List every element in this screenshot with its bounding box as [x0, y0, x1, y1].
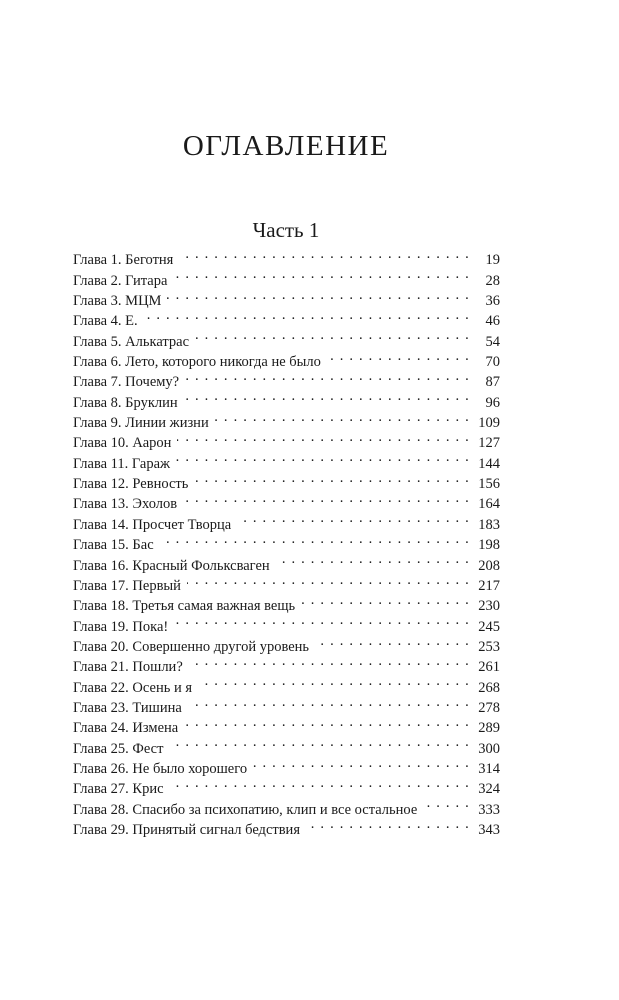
chapter-title: Глава 29. Принятый сигнал бедствия — [73, 821, 300, 838]
chapter-title: Глава 11. Гараж — [73, 455, 171, 472]
page-number: 96 — [485, 394, 500, 411]
page-number: 333 — [478, 801, 500, 818]
chapter-title: Глава 2. Гитара — [73, 272, 168, 289]
page-number: 324 — [478, 781, 500, 798]
page-number: 217 — [478, 577, 500, 594]
page-number: 268 — [478, 679, 500, 696]
chapter-title: Глава 7. Почему? — [73, 374, 180, 391]
page-number: 156 — [478, 476, 500, 493]
dot-leader — [176, 447, 470, 467]
chapter-title: Глава 27. Крис — [73, 781, 164, 798]
dot-leader — [184, 712, 470, 732]
chapter-title: Глава 18. Третья самая важная вещь — [73, 598, 296, 615]
dot-leader — [170, 773, 470, 793]
chapter-title: Глава 25. Фест — [73, 740, 164, 757]
dot-leader — [183, 488, 470, 508]
dot-leader — [237, 508, 470, 528]
dot-leader — [253, 753, 470, 773]
page-number: 300 — [478, 740, 500, 757]
chapter-title: Глава 5. Алькатрас — [73, 333, 190, 350]
page-number: 198 — [478, 537, 500, 554]
page-number: 289 — [478, 720, 500, 737]
chapter-title: Глава 8. Бруклин — [73, 394, 178, 411]
chapter-title: Глава 3. МЦМ — [73, 293, 162, 310]
chapter-title: Глава 1. Беготня — [73, 252, 174, 269]
chapter-title: Глава 16. Красный Фольксваген — [73, 557, 270, 574]
chapter-title: Глава 24. Измена — [73, 720, 179, 737]
chapter-title: Глава 14. Просчет Творца — [73, 516, 232, 533]
chapter-title: Глава 20. Совершенно другой уровень — [73, 638, 310, 655]
page-number: 183 — [478, 516, 500, 533]
dot-leader — [167, 285, 470, 305]
chapter-title: Глава 28. Спасибо за психопатию, клип и все остальное — [73, 801, 418, 818]
chapter-title: Глава 23. Тишина — [73, 699, 182, 716]
chapter-title: Глава 9. Линии жизни — [73, 415, 209, 432]
page-number: 278 — [478, 699, 500, 716]
page-number: 19 — [485, 252, 500, 269]
page-title: ОГЛАВЛЕНИЕ — [182, 130, 390, 162]
page-number: 46 — [485, 313, 500, 330]
dot-leader — [327, 346, 470, 366]
dot-leader — [306, 814, 470, 834]
toc-entry — [73, 244, 500, 269]
dot-leader — [195, 325, 470, 345]
page-number: 314 — [478, 760, 500, 777]
part-heading: Часть 1 — [252, 218, 320, 242]
page-number: 343 — [478, 821, 500, 838]
page-number: 230 — [478, 598, 500, 615]
dot-leader — [187, 570, 470, 590]
page-number: 164 — [478, 496, 500, 513]
dot-leader — [184, 386, 470, 406]
chapter-title: Глава 12. Ревность — [73, 476, 189, 493]
dot-leader — [185, 366, 470, 386]
dot-leader — [198, 671, 470, 691]
dot-leader — [173, 264, 470, 284]
chapter-title: Глава 26. Не было хорошего — [73, 760, 248, 777]
page-number: 54 — [485, 333, 500, 350]
dot-leader — [169, 732, 470, 752]
dot-leader — [301, 590, 470, 610]
chapter-title: Глава 21. Пошли? — [73, 659, 183, 676]
page-number: 28 — [485, 272, 500, 289]
dot-leader — [189, 651, 470, 671]
dot-leader — [188, 692, 470, 712]
dot-leader — [315, 631, 470, 651]
dot-leader — [423, 793, 470, 813]
dot-leader — [177, 427, 470, 447]
chapter-title: Глава 15. Бас — [73, 537, 154, 554]
dot-leader — [144, 305, 470, 325]
chapter-title: Глава 13. Эхолов — [73, 496, 178, 513]
dot-leader — [174, 610, 470, 630]
dot-leader — [194, 468, 470, 488]
chapter-title: Глава 19. Пока! — [73, 618, 169, 635]
chapter-title: Глава 4. Е. — [73, 313, 138, 330]
chapter-title: Глава 22. Осень и я — [73, 679, 193, 696]
chapter-title: Глава 6. Лето, которого никогда не было — [73, 354, 321, 371]
table-of-contents — [73, 244, 500, 838]
page-number: 245 — [478, 618, 500, 635]
page-number: 253 — [478, 638, 500, 655]
page-number: 87 — [485, 374, 500, 391]
page-number: 70 — [485, 354, 500, 371]
chapter-title: Глава 10. Аарон — [73, 435, 172, 452]
dot-leader — [215, 407, 470, 427]
page-number: 127 — [478, 435, 500, 452]
page-number: 208 — [478, 557, 500, 574]
page-number: 144 — [478, 455, 500, 472]
page-number: 261 — [478, 659, 500, 676]
dot-leader — [179, 244, 470, 264]
page-number: 109 — [478, 415, 500, 432]
page-number: 36 — [485, 293, 500, 310]
chapter-title: Глава 17. Первый — [73, 577, 181, 594]
dot-leader — [276, 549, 470, 569]
dot-leader — [160, 529, 470, 549]
